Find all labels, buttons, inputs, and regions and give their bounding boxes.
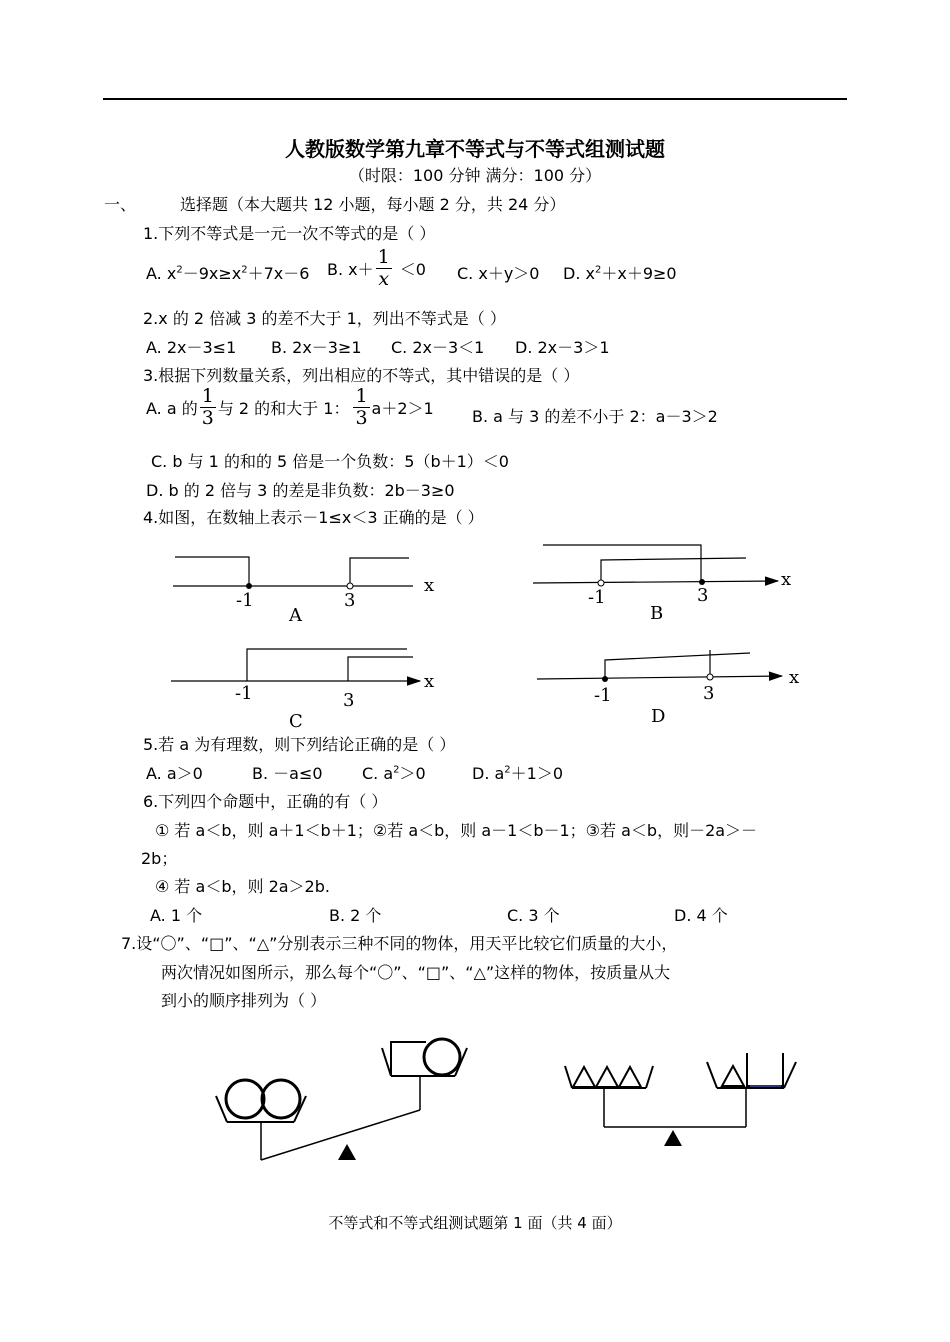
q7-line-3: 到小的顺序排列为（ ） — [161, 991, 327, 1010]
q7-line-2: 两次情况如图所示，那么每个“〇”、“□”、“△”这样的物体，按质量从大 — [161, 963, 671, 982]
section-number: 一、 — [104, 195, 137, 214]
label-d: D — [651, 706, 666, 727]
tick-3-c: 3 — [343, 690, 355, 711]
q2-option-c: C. 2x－3＜1 — [391, 338, 485, 357]
q1-option-d: D. $x^2+x+9\ge 0$ — [563, 264, 677, 283]
open-dot — [347, 583, 353, 589]
q4-stem: 4.如图，在数轴上表示－1≤x＜3 正确的是（ ） — [143, 508, 484, 527]
label-c: C — [289, 711, 303, 732]
tick-3-a: 3 — [344, 590, 356, 611]
number-line-a — [173, 557, 434, 626]
q6-option-a: A. 1 个 — [150, 906, 203, 925]
q3-option-b: B. a 与 3 的差不小于 2：a－3＞2 — [472, 407, 718, 426]
q3-option-c: C. b 与 1 的和的 5 倍是一个负数：5（b＋1）＜0 — [151, 452, 509, 471]
tick-neg1-b: -1 — [588, 587, 606, 608]
q3-option-a: A. a 的 $\frac{1}{3}$ 与 2 的和大于 1： $\frac{1}{3}$ a＋2＞1 — [146, 385, 434, 429]
tick-neg1-d: -1 — [594, 685, 612, 706]
label-b: B — [650, 603, 664, 624]
label-a: A — [289, 605, 302, 626]
q1-option-c: C. x＋y＞0 — [457, 264, 540, 283]
q6-option-c: C. 3 个 — [507, 906, 560, 925]
q1-option-b: B. x＋ $\frac{1}{x}$ ＜0 — [327, 246, 426, 290]
tick-3-b: 3 — [697, 585, 709, 606]
q1-option-a: A. $x^2-9x\ge x^2+7x-6$ — [146, 264, 310, 283]
filled-dot — [246, 583, 252, 589]
number-line-b — [533, 545, 791, 624]
q2-option-a: A. 2x－3≤1 — [146, 338, 237, 357]
open-dot — [707, 674, 713, 680]
q5-option-c: C. $a^2>0$ — [362, 764, 426, 783]
q7-line-1: 7.设“〇”、“□”、“△”分别表示三种不同的物体，用天平比较它们质量的大小， — [121, 934, 678, 953]
q6-option-b: B. 2 个 — [329, 906, 382, 925]
q2-option-d: D. 2x－3＞1 — [515, 338, 610, 357]
axis-var-a: x — [424, 575, 435, 596]
q6-line-2: 2b； — [141, 849, 178, 868]
q1-stem: 1.下列不等式是一元一次不等式的是（ ） — [143, 224, 436, 243]
page-subtitle: （时限：100 分钟 满分：100 分） — [348, 166, 602, 185]
page-footer: 不等式和不等式组测试题第 1 面（共 4 面） — [328, 1214, 622, 1232]
page-title: 人教版数学第九章不等式与不等式组测试题 — [285, 137, 665, 161]
q2-stem: 2.x 的 2 倍减 3 的差不大于 1，列出不等式是（ ） — [143, 309, 506, 328]
q5-stem: 5.若 a 为有理数，则下列结论正确的是（ ） — [143, 735, 456, 754]
tick-neg1-c: -1 — [235, 683, 253, 704]
q6-option-d: D. 4 个 — [674, 906, 728, 925]
q5-option-d: D. $a^2+1>0$ — [472, 764, 564, 783]
open-dot — [598, 580, 604, 586]
tick-neg1-a: -1 — [236, 590, 254, 611]
balance-figure-2 — [565, 1053, 796, 1146]
axis-var-c: x — [424, 671, 435, 692]
axis-var-d: x — [789, 667, 800, 688]
number-line-d — [537, 650, 799, 727]
q5-option-a: A. a＞0 — [146, 764, 203, 783]
q6-line-1: ① 若 a＜b，则 a＋1＜b＋1；②若 a＜b，则 a－1＜b－1；③若 a＜b，则－2a＞－ — [155, 821, 758, 840]
q3-stem: 3.根据下列数量关系，列出相应的不等式，其中错误的是（ ） — [143, 366, 580, 385]
q6-line-3: ④ 若 a＜b，则 2a＞2b. — [155, 877, 330, 896]
tick-3-d: 3 — [703, 683, 715, 704]
q2-option-b: B. 2x－3≥1 — [271, 338, 362, 357]
number-line-c — [171, 649, 434, 732]
q3-option-d: D. b 的 2 倍与 3 的差是非负数：2b－3≥0 — [146, 481, 455, 500]
q5-option-b: B. －a≤0 — [252, 764, 323, 783]
axis-var-b: x — [781, 569, 792, 590]
filled-dot — [602, 676, 608, 682]
balance-figure-1 — [216, 1039, 467, 1160]
q6-stem: 6.下列四个命题中，正确的有（ ） — [143, 792, 388, 811]
section-heading: 选择题（本大题共 12 小题，每小题 2 分，共 24 分） — [180, 195, 566, 214]
